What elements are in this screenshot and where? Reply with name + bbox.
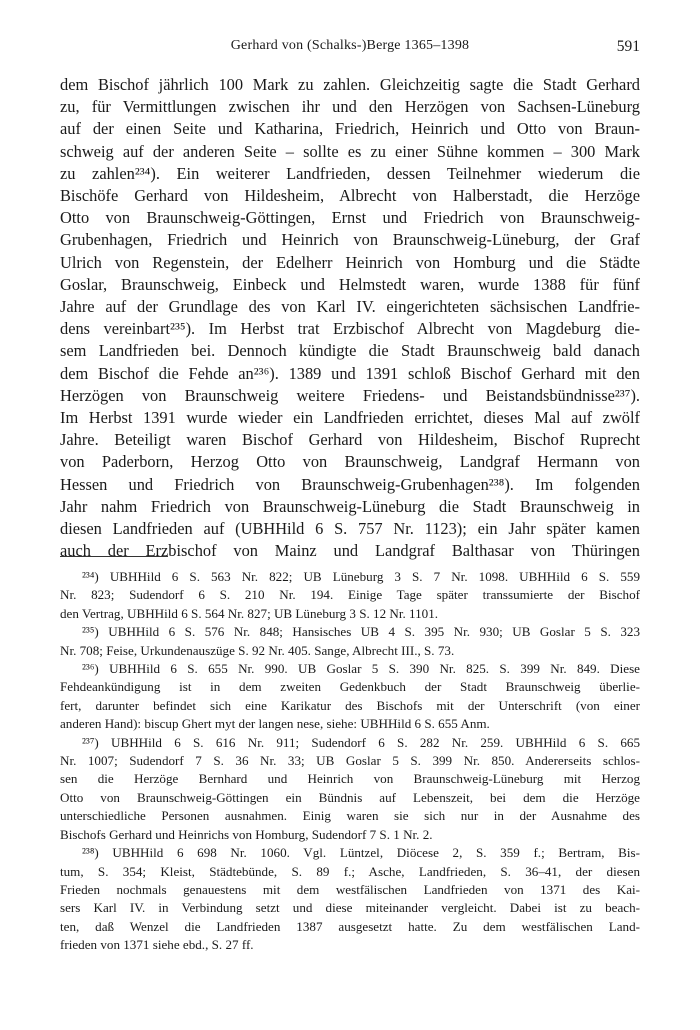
- footnote-line: frieden von 1371 siehe ebd., S. 27 ff.: [60, 937, 254, 953]
- footnote-line: sers Karl IV. in Verbindung setzt und diese miteinander vergleicht. Dabei ist zu beach-: [60, 900, 640, 916]
- footnote-line: anderen Hand): biscup Ghert myt der langen nese, siehe: UBHHild 6 S. 655 Anm.: [60, 716, 490, 732]
- footnote-separator: [60, 556, 168, 557]
- footnote-line: sen die Herzöge Bernhard und Heinrich von Braunschweig-Lüneburg mit Herzog: [60, 771, 640, 787]
- footnote-line: Nr. 708; Feise, Urkundenauszüge S. 92 Nr. 405. Sange, Albrecht III., S. 73.: [60, 642, 455, 658]
- page-number: 591: [616, 38, 640, 55]
- body-line: Ulrich von Regenstein, der Edelherr Heinrich von Homburg und die Städte: [60, 252, 640, 272]
- body-line: dem Bischof die Fehde an²³⁶). 1389 und 1391 schloß Bischof Gerhard mit den: [60, 363, 640, 383]
- footnote-line: unterschiedliche Personen ausnahmen. Einig waren sie sich nur in der Ausnahme des: [60, 808, 640, 824]
- body-line: diesen Landfrieden auf (UBHHild 6 S. 757 Nr. 1123); ein Jahr später kamen: [60, 519, 640, 539]
- body-line: auch der Erzbischof von Mainz und Landgraf Balthasar von Thüringen: [60, 541, 640, 561]
- footnote-line: ²³⁵) UBHHild 6 S. 576 Nr. 848; Hansisches UB 4 S. 395 Nr. 930; UB Goslar 5 S. 323: [82, 624, 640, 640]
- footnotes: [60, 568, 640, 955]
- main-text: [60, 74, 640, 562]
- footnote-line: ten, daß Wenzel die Landfrieden 1387 ausgesetzt hatte. Zu dem westfälischen Land-: [60, 918, 640, 934]
- body-line: Jahre auf der Grundlage des von Karl IV. eingerichteten sächsischen Landfrie-: [60, 297, 640, 317]
- body-line: schweig auf der anderen Seite – sollte es zu einer Sühne kommen – 300 Mark: [60, 141, 640, 161]
- body-line: Jahre. Beteiligt waren Bischof Gerhard von Hildesheim, Bischof Ruprecht: [60, 430, 640, 450]
- footnote-line: Frieden nochmals genauestens mit dem westfälischen Landfrieden von 1371 des Kai-: [60, 881, 640, 897]
- body-line: Herzögen von Braunschweig weitere Friedens- und Beistandsbündnisse²³⁷).: [60, 385, 640, 405]
- body-line: zu zahlen²³⁴). Ein weiterer Landfrieden, dessen Teilnehmer wiederum die: [60, 163, 640, 183]
- footnote-line: Nr. 823; Sudendorf 6 S. 210 Nr. 194. Einige Tage später transsumierte der Bischof: [60, 587, 640, 603]
- body-line: Jahr nahm Friedrich von Braunschweig-Lüneburg die Stadt Braunschweig in: [60, 496, 640, 516]
- body-line: Otto von Braunschweig-Göttingen, Ernst und Friedrich von Braunschweig-: [60, 208, 640, 228]
- body-line: Im Herbst 1391 wurde wieder ein Landfrieden errichtet, dieses Mal auf zwölf: [60, 408, 640, 428]
- footnote-line: Nr. 1007; Sudendorf 7 S. 36 Nr. 33; UB Goslar 5 S. 399 Nr. 850. Andererseits schlos-: [60, 753, 640, 769]
- body-line: von Paderborn, Herzog Otto von Braunschweig, Landgraf Hermann von: [60, 452, 640, 472]
- footnote-line: Fehdeankündigung ist in dem zweiten Gedenkbuch der Stadt Braunschweig überlie-: [60, 679, 640, 695]
- body-line: Hessen und Friedrich von Braunschweig-Grubenhagen²³⁸). Im folgenden: [60, 474, 640, 494]
- footnote-line: den Vertrag, UBHHild 6 S. 564 Nr. 827; UB Lüneburg 3 S. 12 Nr. 1101.: [60, 605, 439, 621]
- footnote-line: ²³⁸) UBHHild 6 698 Nr. 1060. Vgl. Lüntzel, Diöcese 2, S. 359 f.; Bertram, Bis-: [82, 845, 640, 861]
- footnote-line: tum, S. 354; Kleist, Städtebünde, S. 89 f.; Asche, Landfrieden, S. 36–41, der diesen: [60, 863, 640, 879]
- body-line: dens vereinbart²³⁵). Im Herbst trat Erzbischof Albrecht von Magdeburg die-: [60, 319, 640, 339]
- body-line: dem Bischof jährlich 100 Mark zu zahlen. Gleichzeitig sagte die Stadt Gerhard: [60, 75, 640, 94]
- body-line: Goslar, Braunschweig, Einbeck und Helmstedt waren, wurde 1388 für fünf: [60, 274, 640, 294]
- footnote-line: ²³⁶) UBHHild 6 S. 655 Nr. 990. UB Goslar 5 S. 390 Nr. 825. S. 399 Nr. 849. Diese: [82, 661, 640, 677]
- body-line: Grubenhagen, Friedrich und Heinrich von Braunschweig-Lüneburg, der Graf: [60, 230, 640, 250]
- body-line: Bischöfe Gerhard von Hildesheim, Albrecht von Halberstadt, die Herzöge: [60, 186, 640, 206]
- footnote-line: ²³⁴) UBHHild 6 S. 563 Nr. 822; UB Lüneburg 3 S. 7 Nr. 1098. UBHHild 6 S. 559: [82, 569, 640, 584]
- running-title: Gerhard von (Schalks-)Berge 1365–1398: [230, 38, 470, 53]
- footnote-line: Bischofs Gerhard und Heinrichs von Homburg, Sudendorf 7 S. 1 Nr. 2.: [60, 826, 433, 842]
- footnote-line: Otto von Braunschweig-Göttingen ein Bündnis auf Lebenszeit, bei dem die Herzöge: [60, 789, 640, 805]
- body-line: auf der einen Seite und Katharina, Friedrich, Heinrich und Otto von Braun-: [60, 119, 640, 139]
- body-line: zu, für Vermittlungen zwischen ihr und den Herzögen von Sachsen-Lüneburg: [60, 97, 640, 117]
- body-line: sem Landfrieden bei. Dennoch kündigte die Stadt Braunschweig bald danach: [60, 341, 640, 361]
- footnote-line: fert, darunter befindet sich eine Karikatur des Bischofs mit der Unterschrift (von einer: [60, 697, 640, 713]
- footnote-line: ²³⁷) UBHHild 6 S. 616 Nr. 911; Sudendorf 6 S. 282 Nr. 259. UBHHild 6 S. 665: [82, 734, 640, 750]
- running-head: [60, 38, 640, 60]
